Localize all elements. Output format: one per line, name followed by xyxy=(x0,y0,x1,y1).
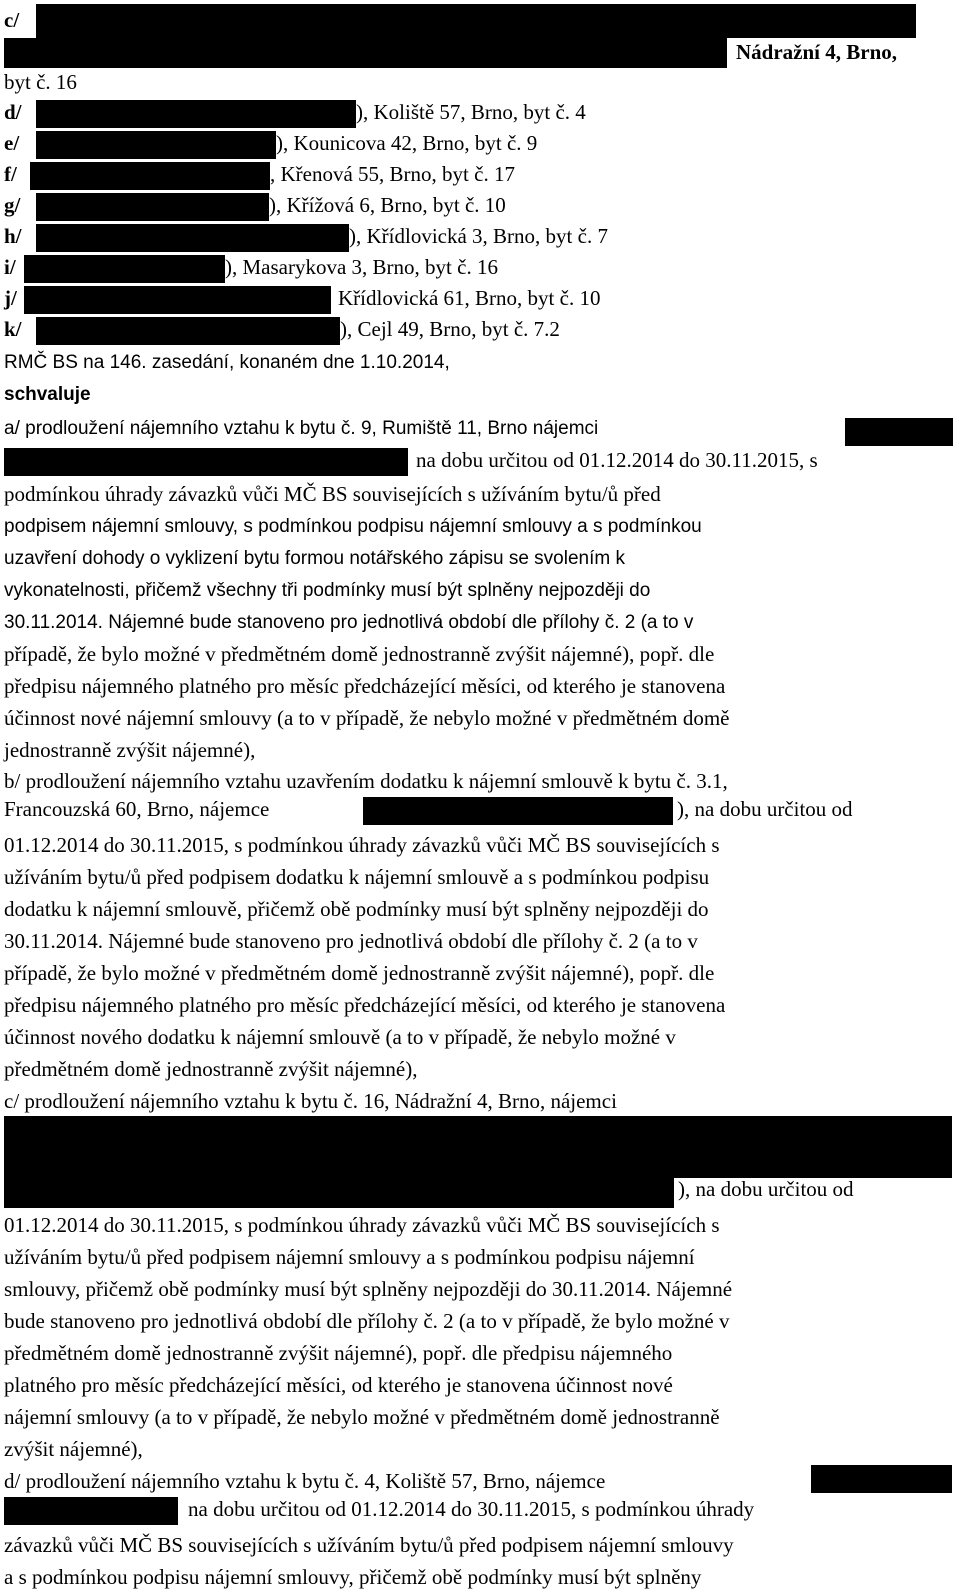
list-label-g: g/ xyxy=(4,193,21,217)
item-d-line-3: závazků vůči MČ BS souvisejících s užíváním bytu/ů před podpisem nájemní smlouvy xyxy=(4,1533,734,1557)
item-b-line-6: 30.11.2014. Nájemné bude stanoveno pro jednotlivá období dle přílohy č. 2 (a to v xyxy=(4,929,698,953)
item-b-line-2a: Francouzská 60, Brno, nájemce xyxy=(4,797,270,821)
redaction-block xyxy=(36,4,916,38)
redaction-block xyxy=(36,131,276,159)
item-b-line-8: předpisu nájemného platného pro měsíc předcházející měsíci, od kterého je stanovena xyxy=(4,993,726,1017)
item-b-line-4: užíváním bytu/ů před podpisem dodatku k nájemní smlouvě a s podmínkou podpisu xyxy=(4,865,710,889)
list-item-d: ), Koliště 57, Brno, byt č. 4 xyxy=(356,100,586,124)
redaction-block xyxy=(36,317,340,345)
list-item-h: ), Křídlovická 3, Brno, byt č. 7 xyxy=(349,224,608,248)
list-item-j: Křídlovická 61, Brno, byt č. 10 xyxy=(338,286,601,310)
item-c-line-8: platného pro měsíc předcházející měsíci, od kterého je stanovena účinnost nové xyxy=(4,1373,673,1397)
item-b-line-7: případě, že bylo možné v předmětném domě jednostranně zvýšit nájemné), popř. dle xyxy=(4,961,715,985)
list-label-f: f/ xyxy=(4,162,17,186)
item-a-text: podmínkou úhrady závazků vůči MČ BS souvisejících s užíváním bytu/ů před xyxy=(4,482,661,506)
item-b-line-10: předmětném domě jednostranně zvýšit nájemné), xyxy=(4,1057,418,1081)
redaction-block xyxy=(36,100,356,128)
item-c-line-1: c/ prodloužení nájemního vztahu k bytu č. 16, Nádražní 4, Brno, nájemci xyxy=(4,1089,617,1113)
item-a-line-4: podpisem nájemní smlouvy, s podmínkou podpisu nájemní smlouvy a s podmínkou xyxy=(4,516,702,537)
item-d-line-4: a s podmínkou podpisu nájemní smlouvy, přičemž obě podmínky musí být splněny xyxy=(4,1565,702,1589)
item-c-line-10: zvýšit nájemné), xyxy=(4,1437,143,1461)
item-b-line-3: 01.12.2014 do 30.11.2015, s podmínkou úhrady závazků vůči MČ BS souvisejících s xyxy=(4,833,720,857)
item-d-line-2: na dobu určitou od 01.12.2014 do 30.11.2015, s podmínkou úhrady xyxy=(188,1497,755,1521)
item-c-line-9: nájemní smlouvy (a to v případě, že nebylo možné v předmětném domě jednostranně xyxy=(4,1405,720,1429)
item-c-line-2: ), na dobu určitou od xyxy=(678,1177,854,1201)
item-c-line-7: předmětném domě jednostranně zvýšit nájemné), popř. dle předpisu nájemného xyxy=(4,1341,673,1365)
list-label-e: e/ xyxy=(4,131,20,155)
redaction-block xyxy=(36,193,269,221)
item-a-line-2: na dobu určitou od 01.12.2014 do 30.11.2015, s xyxy=(416,448,818,472)
item-a-line-8: případě, že bylo možné v předmětném domě jednostranně zvýšit nájemné), popř. dle xyxy=(4,642,715,666)
item-d-line-1: d/ prodloužení nájemního vztahu k bytu č. 4, Koliště 57, Brno, nájemce xyxy=(4,1469,606,1493)
list-item-f: , Křenová 55, Brno, byt č. 17 xyxy=(270,162,515,186)
item-c-line-3: 01.12.2014 do 30.11.2015, s podmínkou úhrady závazků vůči MČ BS souvisejících s xyxy=(4,1213,720,1237)
redaction-block xyxy=(4,1178,674,1208)
redaction-block xyxy=(811,1465,952,1493)
resolution-verb: schvaluje xyxy=(4,384,91,405)
item-a-line-1: a/ prodloužení nájemního vztahu k bytu č. 9, Rumiště 11, Brno nájemci xyxy=(4,418,599,439)
item-c-line-5: smlouvy, přičemž obě podmínky musí být splněny nejpozději do 30.11.2014. Nájemné xyxy=(4,1277,733,1301)
item-b-line-2b: ), na dobu určitou od xyxy=(677,797,853,821)
item-b-line-5: dodatku k nájemní smlouvě, přičemž obě podmínky musí být splněny nejpozději do xyxy=(4,897,709,921)
item-a-line-10: účinnost nové nájemní smlouvy (a to v případě, že nebylo možné v předmětném domě xyxy=(4,706,730,730)
item-c-line-4: užíváním bytu/ů před podpisem nájemní smlouvy a s podmínkou podpisu nájemní xyxy=(4,1245,695,1269)
list-item-i: ), Masarykova 3, Brno, byt č. 16 xyxy=(225,255,498,279)
redaction-block xyxy=(4,1116,952,1178)
redaction-block xyxy=(36,224,349,252)
item-b-line-9: účinnost nového dodatku k nájemní smlouvě (a to v případě, že nebylo možné v xyxy=(4,1025,676,1049)
redaction-block xyxy=(4,448,408,476)
list-item-g: ), Křížová 6, Brno, byt č. 10 xyxy=(269,193,506,217)
redaction-block xyxy=(4,38,727,68)
list-label-j: j/ xyxy=(4,286,17,310)
item-a-line-7: 30.11.2014. Nájemné bude stanoveno pro jednotlivá období dle přílohy č. 2 (a to v xyxy=(4,612,694,633)
item-a-line-9: předpisu nájemného platného pro měsíc předcházející měsíci, od kterého je stanovena xyxy=(4,674,726,698)
list-item-c-address: Nádražní 4, Brno, xyxy=(736,40,898,64)
item-b-line-1: b/ prodloužení nájemního vztahu uzavřením dodatku k nájemní smlouvě k bytu č. 3.1, xyxy=(4,769,728,793)
redaction-block xyxy=(24,255,225,283)
list-label-d: d/ xyxy=(4,100,22,124)
list-item-c-cont: byt č. 16 xyxy=(4,70,77,94)
redaction-block xyxy=(845,418,953,446)
redaction-block xyxy=(4,1497,178,1525)
redaction-block xyxy=(363,797,673,825)
item-a-line-6: vykonatelnosti, přičemž všechny tři podmínky musí být splněny nejpozději do xyxy=(4,580,651,601)
council-meeting-line: RMČ BS na 146. zasedání, konaném dne 1.10.2014, xyxy=(4,352,450,373)
item-c-line-6: bude stanoveno pro jednotlivá období dle přílohy č. 2 (a to v případě, že bylo možné v xyxy=(4,1309,730,1333)
item-a-line-11: jednostranně zvýšit nájemné), xyxy=(4,738,256,762)
redaction-block xyxy=(30,162,270,190)
list-item-k: ), Cejl 49, Brno, byt č. 7.2 xyxy=(340,317,560,341)
item-a-line-3 xyxy=(4,478,952,511)
list-label-h: h/ xyxy=(4,224,22,248)
item-a-line-5: uzavření dohody o vyklizení bytu formou notářského zápisu se svolením k xyxy=(4,548,625,569)
redaction-block xyxy=(24,286,331,314)
list-label-c: c/ xyxy=(4,8,20,32)
list-item-e: ), Kounicova 42, Brno, byt č. 9 xyxy=(276,131,538,155)
list-label-k: k/ xyxy=(4,317,22,341)
list-label-i: i/ xyxy=(4,255,16,279)
